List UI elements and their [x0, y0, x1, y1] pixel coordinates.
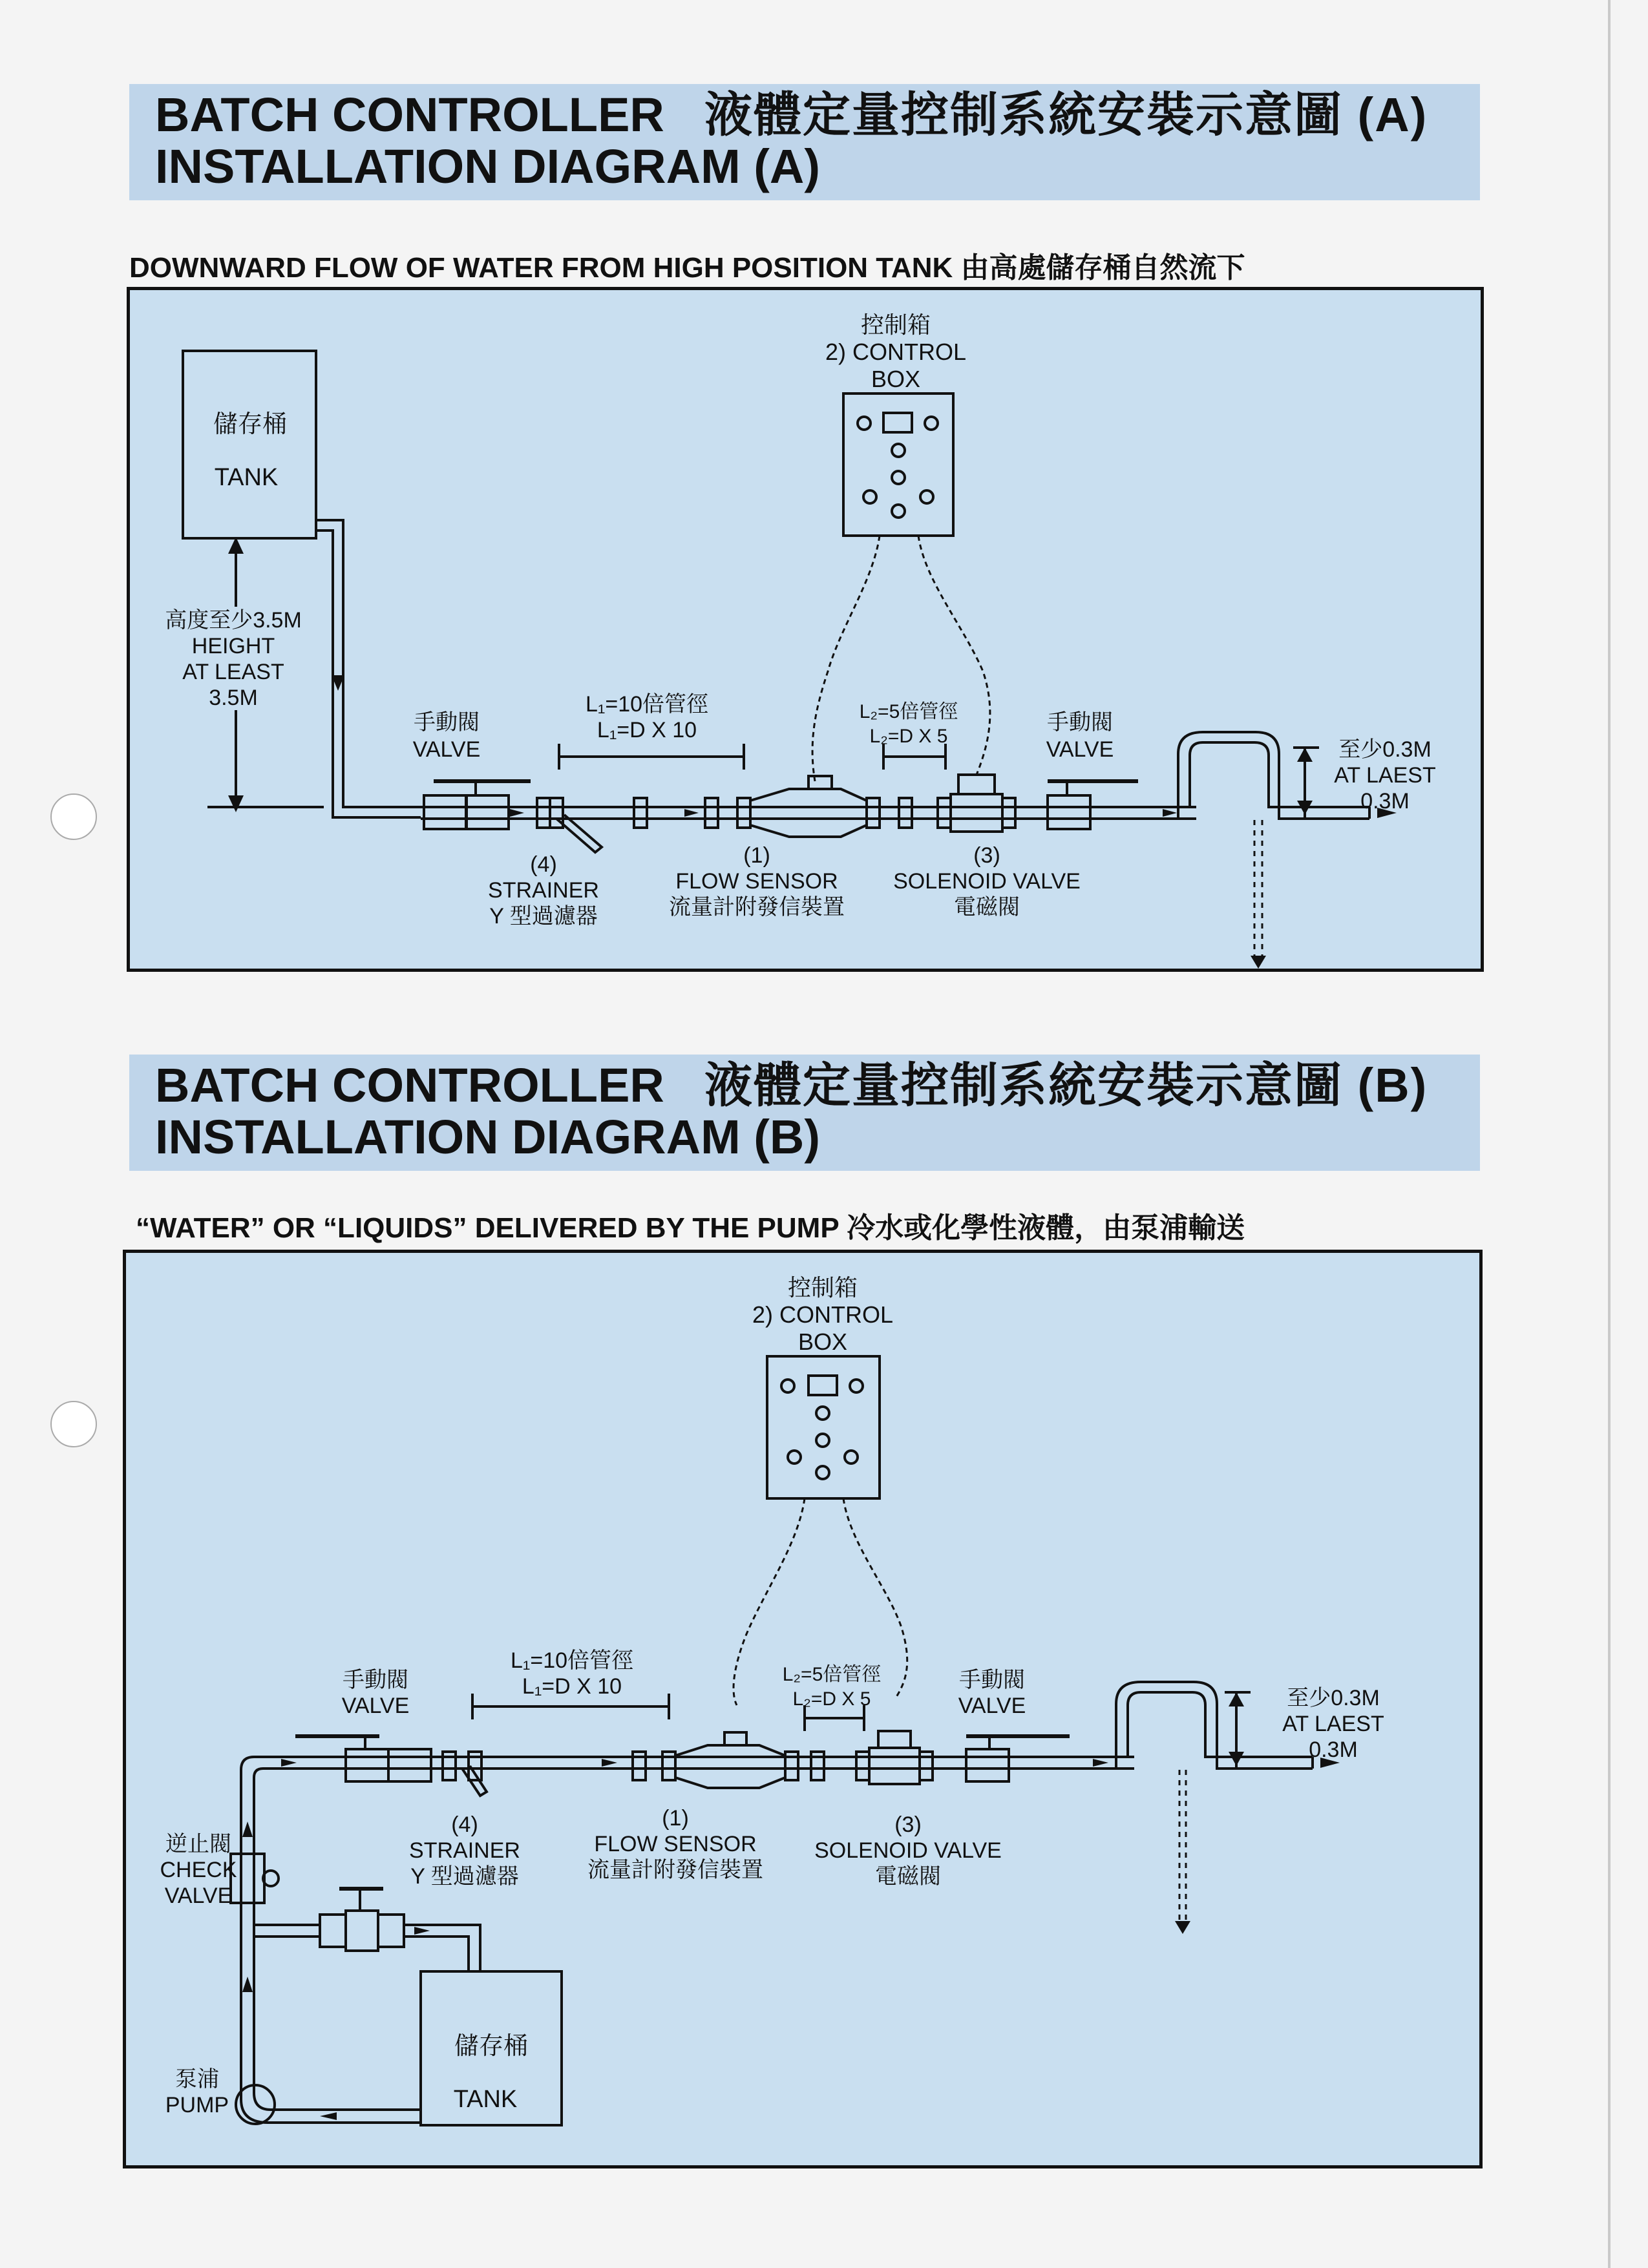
sensor-a-cn: 流量計附發信裝置	[669, 895, 845, 919]
title-band-b	[129, 1055, 1480, 1171]
valve-right-a	[1048, 795, 1090, 829]
l2-a-line2: L₂=D X 5	[869, 726, 948, 747]
min-a-en1: AT LAEST	[1334, 763, 1436, 788]
title-a-en-line1: BATCH CONTROLLER	[155, 88, 664, 142]
l2-a-line1: L₂=5倍管徑	[859, 701, 958, 722]
min-b-en1: AT LAEST	[1282, 1712, 1384, 1736]
tank-b-en: TANK	[453, 2086, 518, 2113]
height-a-en3: 3.5M	[209, 686, 258, 710]
valve-tank-b	[346, 1911, 378, 1951]
valve-right-b-en: VALVE	[958, 1694, 1026, 1718]
valve-left-a-en: VALVE	[412, 737, 481, 762]
title-band-a	[129, 84, 1480, 200]
tank-a	[183, 351, 316, 538]
diagram-b-panel	[123, 1250, 1483, 2168]
valve-left-a-cn: 手動閥	[414, 710, 480, 735]
min-b-cn: 至少0.3M	[1287, 1686, 1380, 1710]
height-a-cn: 高度至少3.5M	[165, 608, 302, 633]
solenoid-b-num: (3)	[894, 1812, 922, 1837]
strainer-a-cn: Y 型過濾器	[489, 904, 598, 929]
control-box-b	[767, 1356, 880, 1498]
solenoid-valve-a	[951, 794, 1002, 832]
solenoid-b-en: SOLENOID VALVE	[814, 1838, 1002, 1863]
sensor-b-cn: 流量計附發信裝置	[587, 1858, 763, 1882]
strainer-a-en: STRAINER	[488, 878, 599, 903]
check-b-en2: VALVE	[164, 1884, 233, 1908]
height-a-en2: AT LEAST	[182, 660, 284, 684]
sensor-b-num: (1)	[662, 1806, 689, 1831]
strainer-b-cn: Y 型過濾器	[410, 1864, 519, 1889]
binder-hole-bottom	[50, 1401, 97, 1447]
title-b-cn: 液體定量控制系統安裝示意圖 (B)	[704, 1058, 1428, 1112]
title-b-en-line1: BATCH CONTROLLER	[155, 1058, 664, 1112]
l1-a-line1: L₁=10倍管徑	[585, 692, 709, 717]
tank-a-cn: 儲存桶	[213, 411, 288, 438]
valve-right-b	[966, 1749, 1009, 1781]
l2-b-line2: L₂=D X 5	[792, 1688, 871, 1710]
page-edge	[1608, 0, 1611, 2268]
height-a-en1: HEIGHT	[191, 634, 275, 658]
min-b-en2: 0.3M	[1309, 1738, 1358, 1762]
diagram-a-panel	[127, 287, 1484, 972]
flow-sensor-b	[675, 1745, 785, 1788]
control-box-b-en2: BOX	[798, 1328, 848, 1355]
tank-outlet-pipe-a-inner	[316, 530, 421, 817]
solenoid-valve-b	[869, 1748, 920, 1784]
valve-right-b-cn: 手動閥	[959, 1668, 1025, 1692]
diagram-a-svg	[130, 290, 1481, 969]
control-box-a-cn: 控制箱	[860, 311, 931, 338]
valve-left-a	[424, 795, 467, 829]
subtitle-b: “WATER” OR “LIQUIDS” DELIVERED BY THE PUMP 冷水或化學性液體，由泵浦輸送	[136, 1212, 1245, 1244]
diagram-b-svg	[126, 1253, 1479, 2165]
sensor-a-num: (1)	[743, 843, 770, 868]
valve-left-b	[346, 1749, 388, 1781]
l1-a-line2: L₁=D X 10	[597, 718, 697, 742]
sensor-a-en: FLOW SENSOR	[675, 869, 838, 894]
solenoid-b-cn: 電磁閥	[875, 1864, 941, 1889]
valve-right-a-en: VALVE	[1046, 737, 1114, 762]
subtitle-a: DOWNWARD FLOW OF WATER FROM HIGH POSITION TANK 由高處儲存桶自然流下	[129, 252, 1245, 284]
l2-b-line1: L₂=5倍管徑	[782, 1664, 882, 1685]
strainer-b-en: STRAINER	[409, 1838, 520, 1863]
control-box-a	[843, 394, 953, 536]
main-pipe-b-outer	[241, 1757, 1134, 2074]
tank-a-en: TANK	[214, 464, 279, 491]
solenoid-a-cn: 電磁閥	[954, 895, 1020, 919]
strainer-b-num: (4)	[451, 1812, 478, 1837]
check-b-en1: CHECK	[160, 1858, 237, 1882]
solenoid-a-en: SOLENOID VALVE	[893, 869, 1081, 894]
pump-b-cn: 泵浦	[175, 2067, 219, 2092]
valve-left-b-cn: 手動閥	[343, 1668, 408, 1692]
control-box-a-en2: BOX	[871, 366, 921, 392]
control-box-a-en1: 2) CONTROL	[825, 339, 967, 365]
control-box-b-cn: 控制箱	[787, 1274, 858, 1301]
l1-b-line1: L₁=10倍管徑	[510, 1648, 634, 1673]
min-a-en2: 0.3M	[1360, 789, 1410, 814]
flow-sensor-a	[750, 789, 867, 837]
strainer-a-num: (4)	[530, 852, 557, 877]
title-a-en-line2: INSTALLATION DIAGRAM (A)	[155, 140, 820, 193]
pump-b-en: PUMP	[165, 2093, 229, 2117]
sensor-b-en: FLOW SENSOR	[594, 1832, 757, 1856]
valve-left-b-en: VALVE	[341, 1694, 410, 1718]
binder-hole-top	[50, 793, 97, 840]
title-b-en-line2: INSTALLATION DIAGRAM (B)	[155, 1110, 820, 1164]
tank-b-cn: 儲存桶	[454, 2033, 529, 2060]
solenoid-a-num: (3)	[973, 843, 1000, 868]
check-b-cn: 逆止閥	[165, 1832, 231, 1856]
valve-right-a-cn: 手動閥	[1047, 710, 1113, 735]
title-a-cn: 液體定量控制系統安裝示意圖 (A)	[704, 88, 1428, 142]
control-box-b-en1: 2) CONTROL	[752, 1301, 894, 1328]
l1-b-line2: L₁=D X 10	[522, 1674, 622, 1699]
min-a-cn: 至少0.3M	[1338, 737, 1431, 762]
